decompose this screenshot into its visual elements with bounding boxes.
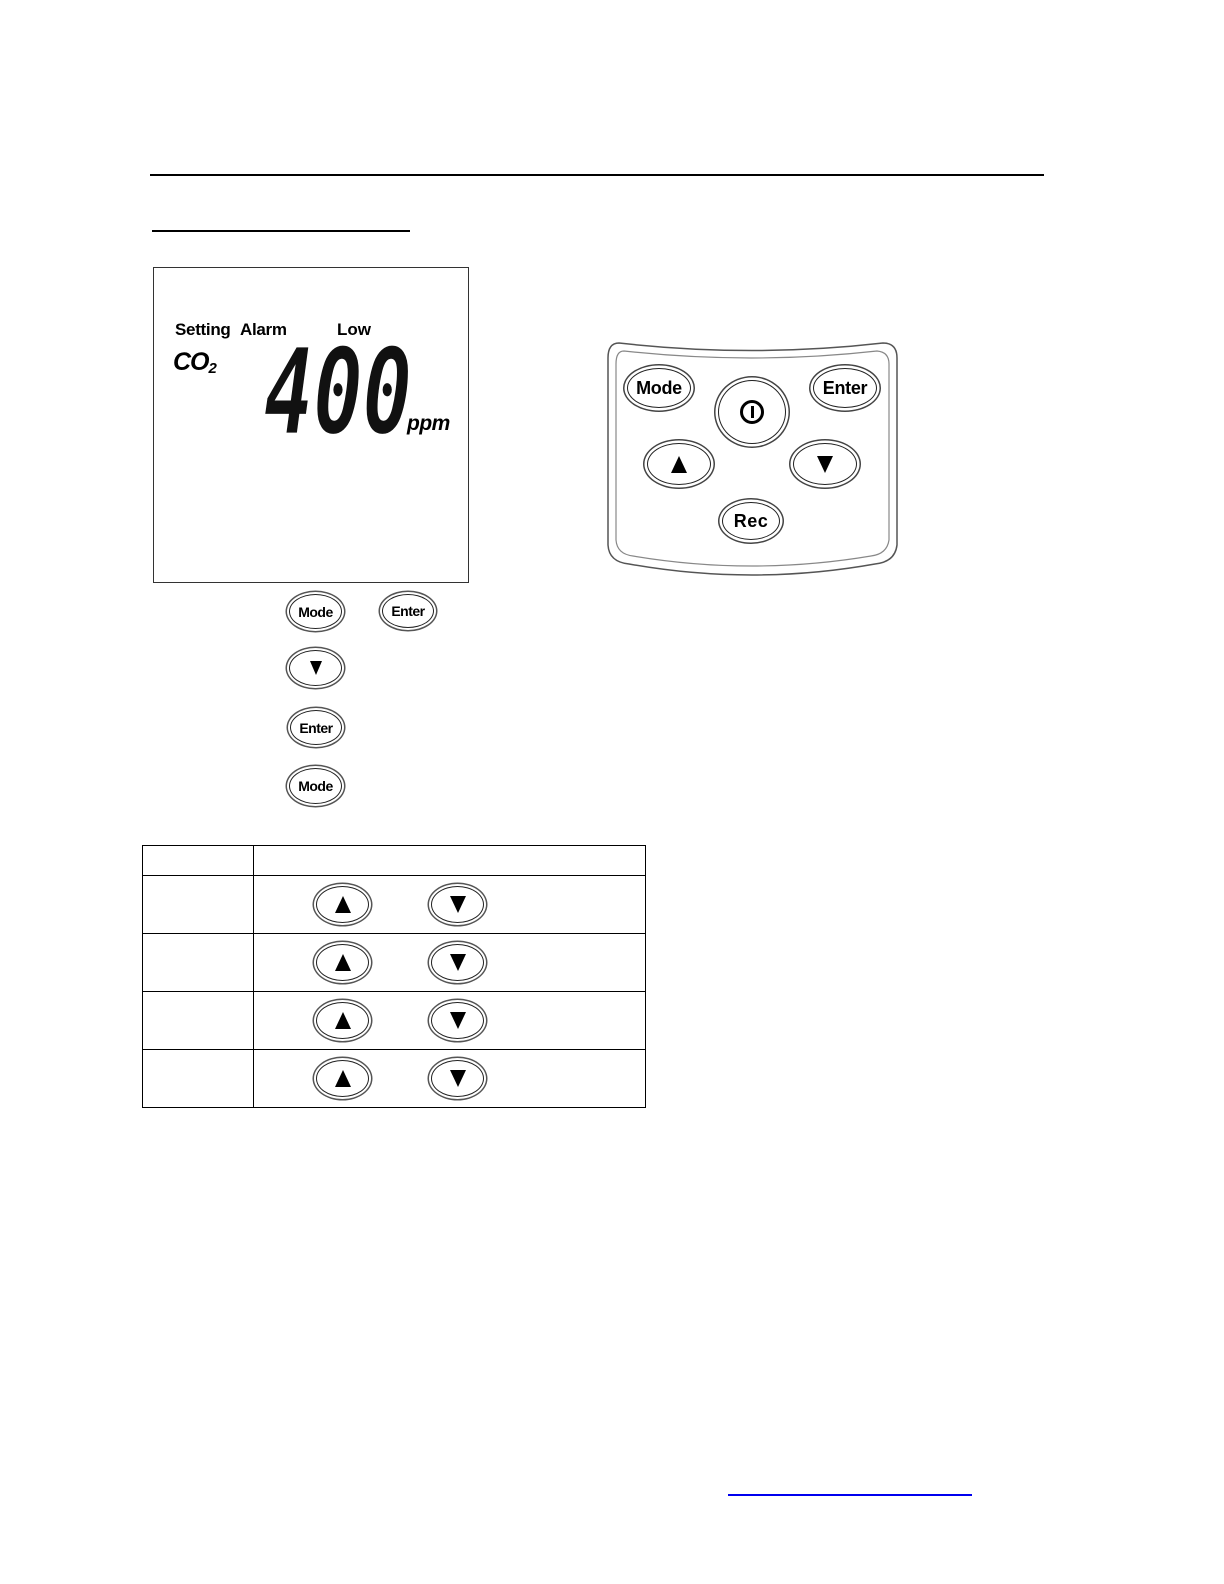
rec-button-label: Rec (733, 510, 769, 531)
adjust-table (142, 845, 646, 1108)
lcd-unit-label: ppm (407, 412, 450, 435)
step-enter-label-2: Enter (299, 719, 333, 736)
section-divider (150, 174, 1044, 176)
down-button[interactable] (431, 1060, 484, 1097)
up-button[interactable] (316, 886, 369, 923)
lcd-display (153, 267, 469, 583)
down-arrow-icon (450, 896, 466, 913)
down-button[interactable] (793, 443, 857, 485)
table-row-label (143, 992, 254, 1050)
step-mode-label: Mode (298, 603, 333, 620)
step-down-button[interactable] (289, 650, 342, 686)
enter-button[interactable] (813, 368, 877, 408)
down-arrow-icon (450, 1012, 466, 1029)
lcd-value-text: 400 (264, 340, 412, 440)
subsection-underline (152, 230, 410, 232)
table-row-label (143, 876, 254, 934)
table-header-cell (143, 846, 254, 876)
table-row (143, 1050, 646, 1108)
power-icon (740, 400, 764, 424)
table-row (143, 876, 646, 934)
power-button[interactable] (718, 380, 786, 444)
up-arrow-icon (335, 896, 351, 913)
step-enter-label: Enter (391, 603, 425, 619)
lcd-setting-label: Setting (175, 320, 231, 339)
step-mode-label-2: Mode (298, 778, 333, 794)
up-button[interactable] (316, 1002, 369, 1039)
up-arrow-icon (335, 1070, 351, 1087)
down-arrow-icon (450, 1070, 466, 1087)
mode-button-label: Mode (636, 377, 682, 398)
step-mode-button[interactable] (289, 594, 342, 629)
enter-button-label: Enter (822, 377, 868, 398)
down-arrow-icon (310, 661, 322, 675)
down-button[interactable] (431, 944, 484, 981)
up-arrow-icon (671, 456, 687, 473)
table-row-label (143, 934, 254, 992)
lcd-gas-label: $CO_2$ (173, 348, 216, 377)
table-header-cell (254, 846, 646, 876)
up-arrow-icon (335, 954, 351, 971)
step-enter-button-2[interactable] (290, 710, 342, 745)
mode-button[interactable] (627, 368, 691, 408)
lcd-alarm-label: Alarm (240, 320, 287, 339)
keypad (605, 340, 899, 580)
lcd-value-readout (264, 340, 414, 440)
rec-button[interactable] (722, 502, 780, 540)
down-arrow-icon (450, 954, 466, 971)
up-button[interactable] (316, 1060, 369, 1097)
table-header-row (143, 846, 646, 876)
table-row (143, 992, 646, 1050)
down-button[interactable] (431, 1002, 484, 1039)
step-mode-button-2[interactable] (289, 768, 342, 804)
up-button[interactable] (647, 443, 711, 485)
up-arrow-icon (335, 1012, 351, 1029)
table-row (143, 934, 646, 992)
lcd-level-label: Low (337, 320, 371, 339)
table-row-label (143, 1050, 254, 1108)
footer-link-underline[interactable] (728, 1494, 972, 1496)
down-button[interactable] (431, 886, 484, 923)
down-arrow-icon (817, 456, 833, 473)
up-button[interactable] (316, 944, 369, 981)
step-enter-button[interactable] (382, 594, 434, 628)
